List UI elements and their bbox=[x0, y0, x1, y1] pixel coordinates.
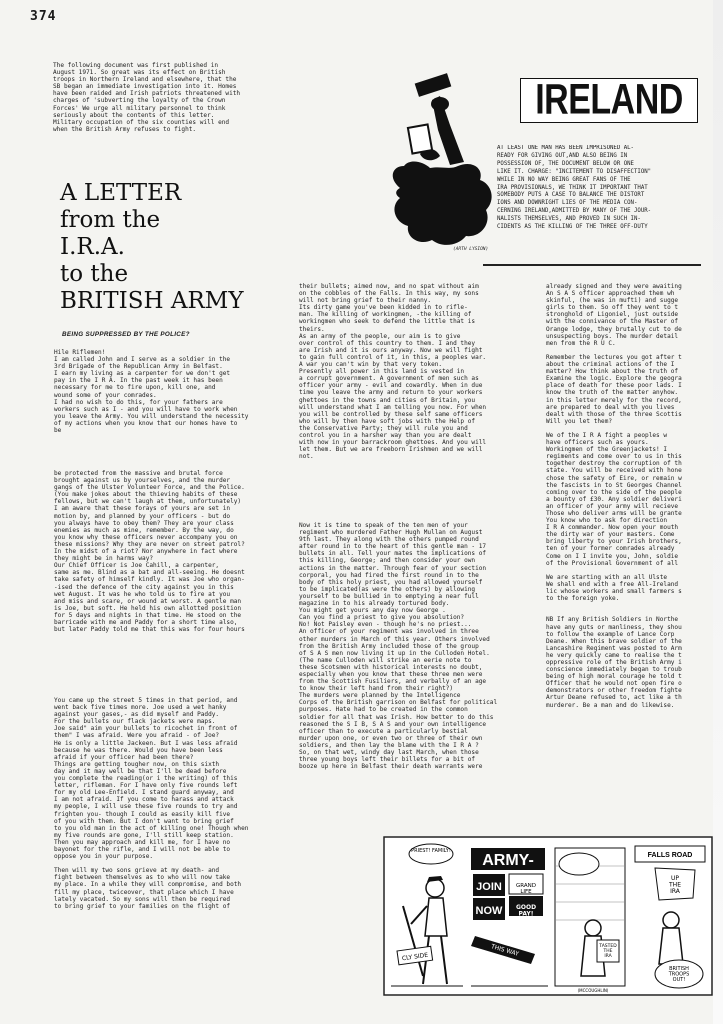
masthead-title: IRELAND bbox=[535, 76, 683, 124]
cartoon-sign-up-ira: UP THE IRA bbox=[669, 875, 681, 896]
art-credit: (ARTH LYSION) bbox=[453, 247, 489, 252]
cartoon-credit: (MCCOUGHLIN) bbox=[577, 988, 609, 993]
cartoon-sign-falls-road: FALLS ROAD bbox=[647, 852, 693, 859]
letter-headline: A LETTER from the I.R.A. to the BRITISH ARMY bbox=[60, 180, 244, 314]
cartoon-sign-side: CLY SIDE bbox=[401, 951, 429, 963]
column-1-opening: Hile Riflemen! I am called John and I serve as a soldier in the 3rd Brigade of the Republican Army in Belfast. I earn my living as a carpenter for we don't get pay in the I R A. In the past week it has been necessary for me to fire upon, kill one, and wound some of your comrades. I had no wish to do this, for your fathers are workers such as I - and you will have to work when you leave the Army. You will understand the necessity of my actions when you know that our homes have to be bbox=[54, 349, 249, 435]
arrest-notice: AT LEAST ONE MAN HAS BEEN IMPRISONED AL- READY FOR GIVING OUT,AND ALSO BEING IN POSSESSION OF, THE DOCUMENT BELOW OR ONE LIKE IT. CHARGE: "INCITEMENT TO DISAFFECTION" WHILE IN NO WAY BEING GREAT FANS OF THE IRA PROVISIONALS, WE THINK IT IMPORTANT THAT SOMEBODY PUTS A CASE TO BALANCE THE DISTORT IONS AND DOWNRIGHT LIES OF THE MEDIA CON- CERNING IRELAND,ADMITTED BY MANY OF THE JOUR- NALISTS THEMSELVES, AND PROVED IN SUCH IN- CIDENTS AS THE KILLING OF THE THREE OFF-DUTY bbox=[497, 145, 652, 231]
poster-army: ARMY- bbox=[482, 852, 534, 869]
column-2-upper: their bullets; aimed now, and no spat without aim on the cobbles of the Falls. In this way, my sons will not bring grief to their nanny. Its dirty game you've been kidded in to rifle- man. The killing of workingmen, -the killing of workingmen who seek to defend the little that is theirs. As an army of the people, our aim is to give over control of this country to them. I and they are Irish and it is ours anyway. Now we will fight to gain full control of it, in this, a peoples war. A war you can't win by that very token. Presently all power in this land is vested in a corrupt government. A government of men such as officer your army - evil and cowardly. When in due time you leave the army and return to your workers ghettoes in the towns and cities of Britain, you will understand what I am telling you now. For when you will be controlled by these self same officers who will by then have soft jobs with the Help of the Conservative Party; they will rule you and control you in a harsher way than you are dealt with now in your barrackroom ghettoes. And you will let them. But we are freeborn Irishmen and we will not. bbox=[299, 283, 487, 461]
column-2-lower: Now it is time to speak of the ten men of your regiment who murdered Father Hugh Mullan on August 9th last. They along with the others pumped round after round in to the heart of this gentle man - 17 bullets in all. Tell your mates the implications of this killing, George; and then consider your own actions in the matter. Through fear of your section corporal, you had fired the first round in to the body of this holy priest, you had allowed yourself to be implicated(as were the others) by allowing yourself to be bullied in to emptying a near full magazine in to his already tortured body. You might get yours any day now George . Can you find a priest to give you absolution? No! Not Paisley even - though he's no priest... An officer of your regiment was involved in three other murders in March of this year. Others involved from the British Army included those of the group of S A S men now living it up in the Culloden Hotel. (The name Culloden will strike an eerie note to these Scotsmen with historical interests no doubt, especially when you know that these three men were from the Scottish Fusiliers, and verbally of an age to know their left hand from their right?) The murders were planned by the Intelligence Corps of the British garrison on Belfast for political purposes. Hate had to be created in the common soldier for all that was Irish. How better to do this reasoned the S I B, S A S and your own intelligence officer than to execute a particularly bestial murder upon one, or even two or three of their own soldiers, and then lay the blame with the I R A ? So, on that wet, windy day last March, when those three young boys left their billets for a bit of booze up here in Belfast their death warrants were bbox=[299, 522, 498, 771]
column-1-middle: be protected from the massive and brutal force brought against us by yourselves, and the murder gangs of the Ulster Volunteer Force, and the Police. (You make jokes about the thieving habits of these fellows, but we can't laugh at them, unfortunately) I am aware that these forays of yours are set in motion by, and planned by your officers - but do you always have to obey them? They are your class enemies as much as mine, remember. By the way, do you know why these officers never accompany you on these missions? Why they are never on street patrol? In the midst of a riot? Nor anywhere in fact where they might be in harms way? Our Chief Officer is Joe Cahill, a carpenter, same as me. Blind as a bat and all-seeing. He doesnt take safety of himself kindly. It was Joe who organ- -ised the defence of the city against you in this wet August. It was he who told us to fire at you and miss and scare, or wound at worst. A gentle man is Joe, but soft. He held his own allotted position for 5 days and nights in that time. He stood on the barricade with me and Paddy for a short time also, but later Paddy told me that this was for four hours bbox=[54, 470, 245, 634]
poster-grand-life: GRAND LIFE bbox=[516, 883, 536, 896]
poster-now: NOW bbox=[475, 905, 503, 917]
page-edge-shadow bbox=[713, 0, 723, 1024]
notice-divider bbox=[483, 264, 701, 266]
cartoon-sign-troops-out: BRITISH TROOPS OUT! bbox=[668, 966, 690, 983]
column-1-closing: You came up the street 5 times in that period, and went back five times more. Joe used a wet hanky against your gases,- as did myself and Paddy. For the bullets our flack jackets were maps. Joe said" aim your bullets to ricochet in front of them" I was afraid. Were you afraid - of Joe? He is only a little Jackeen. But I was less afraid because he was there. Would you have been less afraid if your officer had been there? Things are getting tougher now, on this sixth day and it may well be that I'll be dead before you complete the reading(or i the writing) of this letter, rifleman. For I have only five rounds left for my old Lee-Enfield. I stand guard anyway, and I am not afraid. If you come to harass and attack my people, I will use these five rounds to try and frighten you- though I could as easily kill five of you with them. But I don't want to bring grief to you old man in the act of killing one! Though when my five rounds are gone, I'll still keep station. Then you may approach and kill me, for I have no bayonet for the rifle, and I will not be able to oppose you in your purpose. Then will my two sons grieve at my death- and fight between themselves as to who will now take my place. In a while they will compromise, and both fill my place, twiceover, that place which I have lately vacated. So my sons will then be required to bring grief to your families on the flight of bbox=[54, 697, 249, 910]
cartoon-strip bbox=[383, 836, 713, 996]
letter-subtitle: BEING SUPPRESSED BY THE POLICE? bbox=[62, 331, 190, 338]
cartoon-bubble-priest: PRIEST! FAMILY! bbox=[411, 848, 451, 854]
poster-good-pay: GOOD PAY! bbox=[515, 904, 537, 918]
ireland-masthead bbox=[520, 78, 698, 123]
cartoon-panel-brick bbox=[555, 848, 625, 986]
column-3: already signed and they were awaiting An S A S officer approached them wh skinful, (he was in mufti) and sugge girls to them. So off they went to t stronghold of Ligoniel, just outside with the connivance of the Master of Orange lodge, they brutally cut to de unsuspecting boys. The murder detail men from the R U C. Remember the lectures you got after t about the criminal actions of the I matter? How think about the truth of Examine the logic. Explore the geogra place of death for these poor lads. I know the truth of the matter anyhow. in this letter merely for the record, are prepared to deal with you lives dealt with those of the three Scottis Will you let them? We of the I R A fight a peoples w have officers such as yours. Workingmen of the Greenjackets! I regiments and come over to us in this together destroy the corruption of th state. You will be received with hone chose the safety of Eire, or remain w the fascists in to St Georges Channel coming over to the side of the people a bounty of £30. Any soldier deliveri an officer of your army will recieve Those who deliver arms will be grante You know who to ask for direction I R A commander. Now open your mouth the dirty war of your masters. Come bring liberty to your Irish brothers, ten of your former comrades already Come on I I invite you, John, soldie of the Provisional Government of all We are starting with an all Ulste We shall end with a free All-Ireland lic whose workers and small farmers s to the foreign yoke. NB If any British Soldiers in Northe have any guts or manliness, they shou to follow the example of Lance Corp Deane. When this brave soldier of the Lancashire Regiment was posted to Arm he very quickly came to realise the t oppressive role of the British Army i conscience immediately began to troub being of high moral courage he told t Officer that he would not open fire o demonstrators or other freedom fighte Artur Deane refused to, act like a th murderer. Be a man and do likewise. bbox=[546, 283, 682, 709]
poster-this-way: THIS WAY bbox=[490, 943, 520, 958]
page-number: 374 bbox=[30, 9, 57, 24]
cartoon-sign-tasted: TASTED THE IRA bbox=[599, 944, 617, 959]
intro-paragraph: The following document was first published in August 1971. So great was its effect on British troops in Northern Ireland and elsewhere, that the SB began an immediate investigation into it. Homes have been raided and Irish patriots threatened with charges of 'subverting the loyalty of the Crown Forces' We urge all military personnel to think seriously about the contents of this letter. Military occupation of the six counties will end when the British Army refuses to fight. bbox=[53, 62, 241, 133]
poster-join: JOIN bbox=[476, 881, 502, 893]
